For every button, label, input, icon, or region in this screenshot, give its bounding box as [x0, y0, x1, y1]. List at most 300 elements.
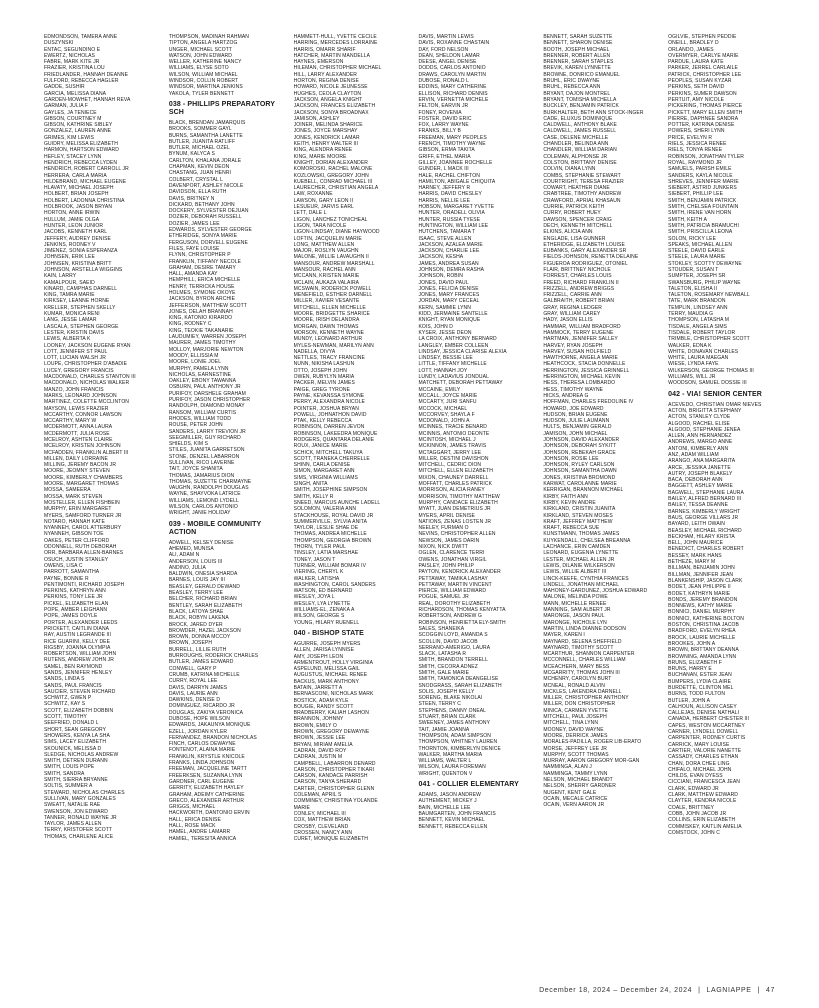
name-entry: FELTON, EARVIN JR	[418, 103, 469, 110]
name-entry: MACDONALD, NICHOLAS WALKER	[44, 380, 130, 387]
name-entry: JACKSON, KESHA	[418, 254, 464, 261]
name-entry: TISDALE, ANGELA SIMS	[668, 323, 728, 330]
name-entry: SMITH, CECORA ADNEZ	[418, 663, 478, 670]
name-entry: WESLEY, LYA LYNETTE	[293, 600, 351, 607]
name-entry: DOUGLAS, ZAKIYA VERONICA	[168, 709, 244, 716]
name-entry: FRAZIER, KRISTINA LOU	[44, 65, 105, 72]
name-entry: HALL, AMANDA KAY	[168, 271, 218, 278]
name-entry: BRYANT, TOMISHA MICHELLA	[543, 96, 617, 103]
name-entry: BAIN, MICHELLE LEE	[418, 804, 471, 811]
name-list-columns	[44, 34, 784, 974]
name-entry: SUMMERVILLE, SYLVIA ANITA	[293, 518, 368, 525]
name-entry: MAJOR, ROSLYN VAUGHN	[293, 248, 359, 255]
name-entry: LINDELL, JONATHAN MICHAEL	[543, 581, 620, 588]
name-entry: MCCORVEY, SHAYLA F	[418, 411, 475, 418]
name-entry: MITCHELL, CEDRIC DION	[418, 462, 482, 469]
name-entry: LEWIS, ALBERTA K	[44, 336, 91, 343]
name-entry: BURNS, TODD FULTON	[668, 691, 726, 698]
name-entry: GARDNER, CARL EUGENE	[168, 778, 235, 785]
name-entry: BAGGETT, ASHLEY MARIE	[668, 483, 733, 490]
name-entry: SCOLLIN, DAVID JACOB	[418, 638, 478, 645]
name-entry: PIERCE, WILLIAM EDWARD	[418, 588, 487, 595]
name-entry: MILLER, CHRISTOPHER ANTHONY	[543, 695, 629, 702]
name-entry: JACKSON, AZALEA MARIE	[418, 241, 483, 248]
name-entry: MINICA, CARMEN YVETTE	[543, 707, 609, 714]
name-entry: SHOWERS, KENYA LA SHA	[44, 732, 110, 739]
name-entry: GRAHAM, ADEIMY CATHERINE	[168, 791, 245, 798]
name-entry: HUNTINGTON, WILLIAM LEE	[418, 222, 489, 229]
name-entry: BAUS, GEORGE VILLARS JR	[668, 514, 739, 521]
name-entry: TAYLOR, LESLIE SHAE DE	[293, 525, 359, 532]
name-entry: HULTS, BENJAMIN GERALD	[543, 424, 612, 431]
name-entry: TERRY, KRISTOFER SCOTT	[44, 827, 113, 834]
name-entry: OGILVIE, STEPHEN PEDDIE	[668, 34, 737, 40]
name-entry: ROBERTSON, WILLIAM JOHN	[44, 651, 117, 658]
name-entry: PERTUIT, AMY NICOLE	[668, 96, 725, 103]
name-entry: BELCHER, RICHARD BRIAN	[168, 596, 237, 603]
name-entry: FRIZZELL, CARRIE ANN	[543, 292, 602, 299]
name-entry: LOONEY, JACKSON EUGENE RYAN	[44, 342, 131, 349]
name-entry: MARKS, LEONARD JOHNSON	[44, 392, 117, 399]
name-entry: BROCK, JARED DYER	[168, 621, 223, 628]
name-entry: STOKLEY, SCOTTY DEWAYNE	[668, 260, 742, 267]
name-entry: BURROUGHS, RODERICK CHARLES	[168, 653, 259, 660]
name-entry: CROSSEN, NANCY ANN	[293, 829, 353, 836]
name-entry: HAMMAR, WILLIAM BRADFORD	[543, 323, 621, 330]
name-entry: ORLANDO, JAMES	[668, 46, 714, 53]
name-entry: DODDS, CARLOS ANTONIO	[418, 65, 486, 72]
name-column	[543, 34, 659, 974]
name-entry: BARNES, KIMBERLY WRIGHT	[668, 508, 741, 515]
name-entry: JOHNSON, ARSTELLA WIGGINS	[44, 266, 123, 273]
name-entry: COLLINS, ERIN ELIZABETH	[668, 817, 736, 824]
name-entry: CURRY, ROBERT HUEY	[543, 210, 601, 217]
name-entry: HUNTER, RUSSIA TYESE	[418, 216, 481, 223]
name-entry: ADWELL, KELSEY DENISE	[168, 539, 234, 546]
name-entry: BUTLER, JOHN A	[668, 697, 711, 704]
name-entry: DAVIDSON, ELLA RUTH	[168, 189, 227, 196]
name-entry: CROSBY, CLEVELAND	[293, 823, 349, 830]
name-entry: JONES, DELAH BRANNAH	[168, 308, 233, 315]
name-entry: PICKERING, THOMAS PIERCE	[668, 103, 743, 110]
name-entry: LESTER, MICHAEL ALLEN JR	[543, 556, 615, 563]
name-entry: OWEN, RUBYLYN MARIA	[293, 374, 355, 381]
name-entry: NELSON, MICHAEL BRANDT	[543, 777, 613, 784]
name-entry: JENKINS, RODNEY V	[44, 241, 96, 248]
name-entry: REAL, DOROTHY ELIZABETH	[418, 600, 491, 607]
name-entry: WATSON, JOHN EDWARD	[168, 52, 232, 59]
name-entry: BEASLEY, MICHAEL RICHARD	[668, 527, 742, 534]
name-entry: HARVEY, RYAN JOSEPH	[543, 342, 603, 349]
name-entry: STEEN, TERRY C	[418, 701, 462, 708]
name-entry: GILLEY, JOANNEE ROCHELLE	[418, 159, 493, 166]
name-entry: KING, ALENDRA RENEE	[293, 147, 353, 154]
name-entry: ROBINSON, DARREN JEVON	[293, 424, 365, 431]
name-entry: PERRY, ALEXANDRA NICOLE	[293, 399, 365, 406]
name-entry: SMITH, KEITH A	[668, 216, 708, 223]
name-entry: TANNER, RONALD WAYNE JR	[44, 814, 117, 821]
name-entry: DAY, FORD NELSON	[418, 46, 469, 53]
name-entry: STEELE, DAVID EARLE	[668, 248, 725, 255]
name-entry: PAISLEY, JOHN PHILIP	[418, 562, 474, 569]
name-entry: WILKERSON, GEORGE THOMAS III	[668, 367, 754, 374]
name-entry: SHINN, CARLA DENISE	[293, 462, 351, 469]
name-entry: THOMPSON, WHITNEY LAUREN	[418, 739, 498, 746]
name-entry: CHAN, DORA CHEE LING	[668, 760, 730, 767]
name-entry: JOHNSON, DAVID ALEXANDER	[543, 437, 620, 443]
name-entry: BURRELL, LILLIE RUTH	[168, 646, 227, 653]
name-entry: MYLES-NEWMAN, MARILYN ANN	[293, 342, 374, 349]
name-entry: HEATHCOCK, STACIA DONNELLE	[543, 361, 626, 368]
name-entry: PICKEL, ELIZABETH ELAN	[44, 600, 109, 607]
name-entry: WILLIAMS, WALTER L	[418, 758, 472, 765]
name-entry: ACEVEDO, CHRISTIAN OMAR NIEVES	[668, 401, 762, 408]
name-entry: HACKWORTH, DANTONIO ERVIN	[168, 810, 250, 817]
name-entry: PARKER, JERREL CARLAILE	[668, 65, 738, 72]
name-entry: ONEILL, BRADLEY D	[668, 40, 719, 47]
name-entry: MANZO, JOHN FRANCIS	[44, 386, 104, 393]
name-entry: RODGERS, QUANTARA DELANIE	[293, 437, 375, 443]
name-entry: NUGENT, KENT GALE	[543, 789, 597, 796]
name-entry: ALGOOD, STEPHANIE JENEA	[668, 426, 741, 433]
name-entry: LANG, JESSE LAMAR	[44, 317, 97, 324]
name-entry: KING, MARIE MOORE	[293, 153, 347, 160]
name-entry: SHORT, SEAN GREGORY	[44, 726, 107, 733]
name-entry: DAWSON, SPENCER CRAIG	[543, 216, 612, 223]
name-entry: MOORE, LONIE JOEL	[168, 359, 222, 366]
name-entry: ODONNELL, RUTH DEBORAH	[44, 544, 117, 551]
name-entry: KIRKLAND, CRISTIN JUANITA	[543, 506, 616, 513]
name-entry: MITCHELL, ELLEN MICHELLE	[293, 304, 366, 311]
name-entry: HEFLEY, STACEY LYNN	[44, 153, 102, 160]
name-entry: RIGSBY, JOANNA OLYMPIA	[44, 644, 111, 651]
name-entry: WALKER, LATISHA	[293, 575, 340, 582]
name-entry: DUBOSE, RONALD L	[418, 78, 469, 85]
name-entry: PERKINS, SUMER DAWSON	[668, 90, 737, 97]
name-entry: JOHNSON, SAMANTHA DAWN	[543, 468, 617, 475]
name-entry: LIGON, LANCHEZ TONICHEAL	[293, 216, 368, 223]
name-entry: ARCE, JESSIKA JANETTE	[668, 464, 731, 471]
name-entry: GRAY, REGINA LEDGER	[543, 304, 602, 311]
name-entry: MILLER, DESTINI DAVISHON	[418, 455, 489, 462]
name-entry: THOMPSON, MADINAH RAHMAN	[168, 34, 250, 40]
name-entry: SINGH, ANITA	[293, 481, 328, 488]
name-entry: STACKHOUSE, ROYAL DAVID JR	[293, 512, 374, 519]
name-entry: JACKSON, FRANCES ELIZABETH	[293, 103, 376, 110]
name-entry: RUTENS, ANDREW JOHN JR	[44, 657, 114, 664]
name-entry: MOORE, KIMBERLY CHAMBERS	[44, 474, 123, 481]
name-entry: STEWARD, NICHOLAS CHARLES	[44, 789, 125, 796]
name-entry: HARRIS, DAVID CHESLEY	[418, 191, 482, 198]
name-entry: BRANNON, JOHNNY	[293, 716, 344, 723]
name-entry: LAUDUMIEY, WARREN JOSEPH	[168, 334, 246, 341]
name-entry: BONDS, JEREMY BRANDON	[668, 596, 738, 603]
name-entry: WILLIAMS, LEMOND LYDELL	[168, 497, 239, 504]
name-entry: SPEAKS, MICHAEL ALLEN	[668, 241, 733, 248]
name-entry: LOTT, JENNIFER ST PAUL	[44, 348, 108, 355]
name-entry: BODET, JEAN PHILIPPE II	[668, 584, 731, 591]
name-entry: NYANNEH, CAROL ATTERBURY	[44, 525, 122, 532]
name-entry: JEFFERSON, MATTHEW SCOTT	[168, 302, 247, 309]
name-entry: NEVINS, CHRISTOPHER ALLEN	[418, 531, 496, 538]
name-entry: CARSON, TANYA SHERARD	[293, 779, 362, 786]
name-entry: FLAIR, BRITTNEY NICHOLE	[543, 266, 611, 273]
name-entry: ENGLADE, LISA GUNNER	[543, 235, 606, 242]
name-entry: VAUGHN, RANDOLPH DOUGLAS	[168, 485, 249, 492]
name-entry: MANN, MICHELLE RENEE	[543, 600, 607, 607]
name-entry: KUNSTMANN, THOMAS JAMES	[543, 531, 620, 538]
name-entry: SANDERS, LARRY TREVION JR	[168, 428, 246, 435]
name-entry: SMITH, DETREN DURANN	[44, 758, 108, 765]
name-entry: DECH, KENNETH MITCHELL	[543, 222, 613, 229]
name-entry: CICCIANI, FRANCESCA JEAN	[668, 779, 740, 786]
name-entry: MAYSON, LEWIS FRAZIER	[44, 405, 109, 412]
name-entry: RICE GUARINI, KELLY DEE	[44, 638, 111, 645]
name-entry: BENNETT, REBECCA ELLEN	[418, 823, 488, 830]
precinct-heading: 041 - COLLIER ELEMENTARY	[418, 781, 519, 789]
name-entry: EDWARDS, JAKAUNYA MONIQUE	[168, 722, 251, 729]
name-entry: HUDSON, BRIAN EUGENE	[543, 411, 608, 418]
name-entry: WATSON, ED BERNARD	[293, 588, 353, 595]
name-entry: MARTINEZ, COLETTE MCCLINTON	[44, 399, 130, 406]
name-entry: ENTAC, SEGUNDINO E	[44, 46, 101, 53]
name-entry: STOUDER, SUSAN T	[668, 266, 719, 273]
name-entry: CARTER, CHRISTOPHER GLENN	[293, 785, 375, 792]
name-entry: POWELL, JOHNATHON DAVID	[293, 411, 367, 418]
name-entry: MCCAINE, EMILY	[418, 386, 461, 393]
name-entry: THOMPSON, GEORGIA BROWN	[293, 537, 372, 544]
name-entry: WALKER, MARTHA MARIA	[418, 751, 483, 758]
name-entry: YOUNG, HILARY RUENELL	[293, 619, 360, 626]
name-entry: YAKOLA, TYLER BENNETT	[168, 90, 235, 97]
name-entry: TIPTON, ANGELA HARTZOG	[168, 40, 238, 47]
name-entry: HUTCHENS, TAMARA T	[418, 229, 476, 236]
name-entry: KIRBY, FAITH ANN	[543, 493, 588, 500]
name-entry: HARNEY, JEFFERY R	[418, 185, 471, 192]
name-entry: HILL, LARRY ALEXANDER	[293, 71, 357, 78]
name-entry: ETHERIDGE, SONYA MARIE	[168, 233, 238, 240]
precinct-heading: 039 - MOBILE COMMUNITY ACTION	[168, 520, 262, 536]
name-entry: ERVIN, VERNETTA MICHELE	[418, 96, 489, 103]
name-entry: CALDWELL, ANTHONY BLAKE	[543, 122, 617, 129]
name-entry: TISDALE, ROBERT TAYLOR	[668, 329, 736, 336]
name-entry: HARTMAN, JENNIFER SALLEY	[543, 336, 618, 343]
name-entry: PAIGE, GREG TYRONE	[293, 386, 351, 393]
name-entry: BENNETT, KEVIN MICHAEL	[418, 817, 485, 824]
name-entry: ANZ, ADAM WILLIAM	[668, 452, 719, 458]
name-entry: ADAMS, JASON ANDREW	[418, 792, 481, 799]
name-entry: SEEGMILLER, GUY RICHARD	[168, 434, 241, 441]
name-entry: SMITH, BENJAMIN PATRICK	[668, 197, 737, 204]
name-entry: CARSON, KANDACE PARRISH	[293, 773, 368, 780]
name-entry: FULFORD, REBECCA HAGLER	[44, 78, 119, 85]
name-entry: JOHNSON, DEBORAH SYKITT	[543, 443, 617, 450]
name-entry: GUNDER, L MACK III	[418, 166, 469, 173]
name-entry: CARPENTER, RODNEY CURTIS	[668, 735, 746, 742]
name-entry: BAILEY, ALFRED BERNARD III	[668, 496, 742, 503]
name-entry: MCELROY, ASHTEN CLAIRE	[44, 437, 113, 443]
name-entry: MANSOUR, RACHEL ANN	[293, 266, 356, 273]
name-entry: TAIT, JAMIE JOANNA	[418, 726, 470, 733]
name-entry: SNEED, MARCUS AUNCHE LADELL	[293, 499, 381, 506]
name-entry: COURTRIGHT, TERESA FRAZIER	[543, 178, 624, 185]
name-entry: BROWN, DONNA MCCOY	[168, 634, 231, 641]
name-entry: MORSE, JEFFREY LEE JR	[543, 745, 607, 752]
name-entry: WILSON, CARLOS ANTONIO	[168, 504, 238, 511]
name-entry: HORTON, REGINA DENISE	[293, 78, 359, 85]
name-entry: NAMMINGA, TAMMY LYNN	[543, 770, 608, 777]
name-entry: MORRISON, TIMOTHY MATTHEW	[418, 493, 500, 500]
name-entry: BROWN, JOSEPH	[168, 640, 213, 647]
name-entry: NELSON, SHERRY GARDNER	[543, 783, 616, 790]
name-entry: MANNING, SAM ALBERT JR	[543, 607, 611, 614]
name-entry: SHIELDS, KIM S	[168, 441, 209, 448]
name-entry: SORENG, BLAKE NIKOLAI	[418, 695, 483, 702]
name-entry: COMMISKEY, KAITLIN AMELIA	[668, 823, 742, 830]
name-entry: LETT, DALE L	[293, 210, 327, 217]
name-entry: PETTAWAY, MARTIN VINCENT	[418, 581, 492, 588]
name-entry: MORGAN, DAWN THOMAS	[293, 323, 359, 330]
name-entry: JACKSON, SONYA BROADNAX	[293, 109, 369, 116]
name-entry: HOWARD, NICOLE JEUNESSE	[293, 84, 368, 91]
name-entry: SIEBERT, PHILLIP LEE	[668, 191, 724, 198]
name-entry: MILLEN, DAILY LORRAINE	[44, 455, 108, 462]
name-entry: MUNDY, LEONARD ARTHUR	[293, 336, 363, 343]
name-entry: SANDERS, KAYLA NICOLE	[668, 172, 733, 179]
name-entry: WAYNE, SHAYVOKA LATRICE	[168, 491, 241, 498]
name-entry: RANDOLPH, DIAMOND MONAY	[168, 403, 245, 410]
name-entry: DUSZYNSKI	[44, 40, 74, 47]
name-entry: BONNEWS, KATHY MARIE	[668, 603, 733, 610]
name-entry: BURDETTE, CLINTON MEL	[668, 684, 734, 691]
name-entry: FRANKLIN, KRYSTLE KNICOLE	[168, 753, 245, 760]
name-entry: SNODGRASS, SARAH ELIZABETH	[418, 682, 502, 689]
name-entry: AUTRY, JOSEPH BLAKELY	[668, 470, 733, 477]
name-entry: NOTARO, HANNAH KATE	[44, 518, 105, 525]
name-entry: SMITH, JOSEPHINE SIMPSON	[293, 487, 368, 494]
name-entry: PAYNE, BONNIE R	[44, 575, 89, 582]
name-entry: HALL, ERICA DENISE	[168, 816, 221, 823]
name-entry: MOSSA, MARK STEVEN	[44, 493, 103, 500]
name-entry: SIMS, LACEY ELIZABETH	[44, 739, 107, 746]
name-entry: SUMPTER, JOSEPH SR	[668, 273, 726, 280]
name-entry: THORNTON, KIMBERLYN DENICE	[418, 745, 501, 752]
name-entry: CHIFALO, MICHAEL JOHN	[668, 766, 732, 773]
name-entry: RICHARDSON, THOMAS KENYATTA	[418, 607, 506, 614]
name-entry: FRIZZELL, ANDREW BRIGGS	[543, 285, 615, 292]
name-entry: BRADBERRY, KALIAH LASHON	[293, 710, 369, 717]
name-entry: ORR, BARBARA ALLEN-BARNES	[44, 550, 124, 557]
name-entry: BOUGIE, RANDY SCOTT	[293, 703, 354, 710]
name-entry: MCINNES, TRACIE BENARD	[418, 424, 487, 431]
name-entry: HARRIS, NELLIE LEE	[418, 197, 471, 204]
name-entry: UNGER, MICHAEL SCOTT	[168, 46, 233, 53]
name-entry: RHODES, WILLIAM TODD	[168, 415, 231, 422]
name-entry: PICKETT, MARY ELLEN SMITH	[668, 109, 743, 116]
name-entry: WILSON, GEORGE S	[293, 613, 345, 620]
name-entry: NATIONS, ZENAS LOSTEN JR	[418, 518, 492, 525]
name-entry: SANDS, JENNIFER HENLEY	[44, 669, 113, 676]
name-entry: MOSSA, SAMEERA	[44, 487, 91, 494]
name-entry: MIXON, CHAUNEY DARRELL	[418, 474, 489, 481]
name-column	[44, 34, 160, 974]
name-entry: PORTER, ALEXANDER LEEDS	[44, 619, 118, 626]
name-entry: GRIGGS, MICHAEL	[168, 804, 216, 811]
name-entry: CASSADY, CHARLES ETHAN	[668, 754, 739, 761]
name-entry: CAPES, WESTON MCCARTNEY	[668, 722, 745, 729]
name-entry: MCELROY, KRISTEN JOHNSON	[44, 443, 121, 450]
name-entry: PIERRE, DAPHNEE SANDRA	[668, 115, 739, 122]
name-entry: STEPHENS, DANNY ONEAL	[418, 707, 487, 714]
name-entry: JAMES, ANDREA SUSAN	[418, 260, 479, 267]
name-entry: GRAY, WILLIAM CAREY	[543, 311, 601, 318]
name-entry: MCSWAIN, RODERICK POWELL	[293, 285, 372, 292]
name-entry: FIELDS-JOHNSON, RENETTA DELAINE	[543, 254, 639, 261]
name-column	[668, 34, 784, 974]
name-entry: HERRINGTON, MICHAEL KEVIN	[543, 374, 621, 381]
name-entry: ROUX, JANICE MARIE	[293, 443, 348, 450]
name-entry: DOZIER, DEBORAH RUSSELL	[168, 214, 242, 221]
name-entry: GIBSON, COURTNEY M	[44, 115, 102, 122]
name-entry: MCFADDEN, FRANKLIN ALBERT III	[44, 449, 129, 456]
name-entry: MOONEY, DAVID WAYNE	[543, 726, 604, 733]
name-entry: BLACK, BRENDAN JAMARQUIS	[168, 119, 246, 126]
name-entry: WRIGHT, JANIE HOLIDAY	[168, 510, 231, 517]
name-entry: GRECO, ALEXANDER ARTHUR	[168, 797, 245, 804]
name-entry: FINCH, CARLOS DEWAYNE	[168, 741, 236, 748]
name-entry: HUGHES, CEOLA CLAYTON	[293, 90, 362, 97]
name-entry: BRENNER, SARAH STAPLES	[543, 59, 614, 66]
name-entry: BUTLER, MICHAEL OZEL	[168, 145, 230, 152]
name-entry: BRUNS, ELIZABETH F	[668, 659, 722, 666]
name-entry: AGUIRRE, JOSEPH MYERS	[293, 640, 361, 647]
name-entry: CRAWFORD, APRIAL KHASAUN	[543, 197, 621, 204]
name-entry: JOHNSON, ROBIN	[418, 273, 463, 280]
name-entry: NIXON, NICK DWITT	[418, 544, 468, 551]
name-entry: CASE, DELENE MICHELLE	[543, 134, 609, 141]
name-entry: RANSOM, WILLIAM CURTIS	[168, 409, 237, 416]
name-entry: NEELEY, FURMAN O	[418, 525, 469, 532]
name-entry: MILLING, JEREMY BACON JR	[44, 462, 117, 469]
name-entry: DOZIER, JAMES LEE	[168, 220, 220, 227]
name-entry: FONTENOT, ALAINA MARIE	[168, 747, 236, 754]
name-entry: PARROTT, SAMANTHA	[44, 569, 100, 576]
name-entry: HARMON, HARTSON EDWARD	[44, 147, 119, 154]
name-entry: CHANDLER, BELINDA ANN	[543, 141, 609, 148]
name-entry: SAMUELS, PARISH EMILE	[668, 166, 732, 173]
name-entry: HULLUM, JAMIE OLGA	[44, 216, 100, 223]
name-entry: SMITH, IRENE VAN HORN	[668, 210, 732, 217]
name-entry: VIERING, CHERYL K	[293, 569, 344, 576]
name-entry: CAMPBELL, LABARRON DENARD	[293, 760, 376, 767]
name-entry: FIGUEROA RODRIGUEZ, OTONIEL	[543, 260, 628, 267]
name-entry: BOOTH, JOSEPH MICHAEL	[543, 46, 610, 53]
name-entry: KAMALPOUR, SAEID	[44, 279, 95, 286]
name-entry: HOLBERT, LADONNA CHRISTINA	[44, 197, 125, 204]
name-entry: MCINNIS, ANTONIO DEONTE	[418, 430, 490, 437]
name-entry: ELLISON, RICHARD DENNIS	[418, 90, 488, 97]
name-entry: POPE, JAMES DOYLE	[44, 613, 98, 620]
name-entry: HOBSON, MARGARET YVETTE	[418, 204, 495, 211]
name-entry: MURPHY, CANDACE ELIZABETH	[418, 499, 498, 506]
name-entry: JIMENEZ, SONIA ESPERANZA	[44, 248, 118, 255]
name-entry: ISAAC, STEVE ALLEN	[418, 235, 472, 242]
name-entry: WELLER, KATHERINE NANCY	[168, 59, 242, 66]
name-entry: MICKLES, LAKENDRA DARNELL	[543, 688, 622, 695]
name-entry: WILSON, WILLIAM MICHAEL	[168, 71, 238, 78]
name-entry: FRANKS, LINDA JOHNSON	[168, 760, 235, 767]
name-entry: POPE, AMBER LEIGHANN	[44, 607, 108, 614]
